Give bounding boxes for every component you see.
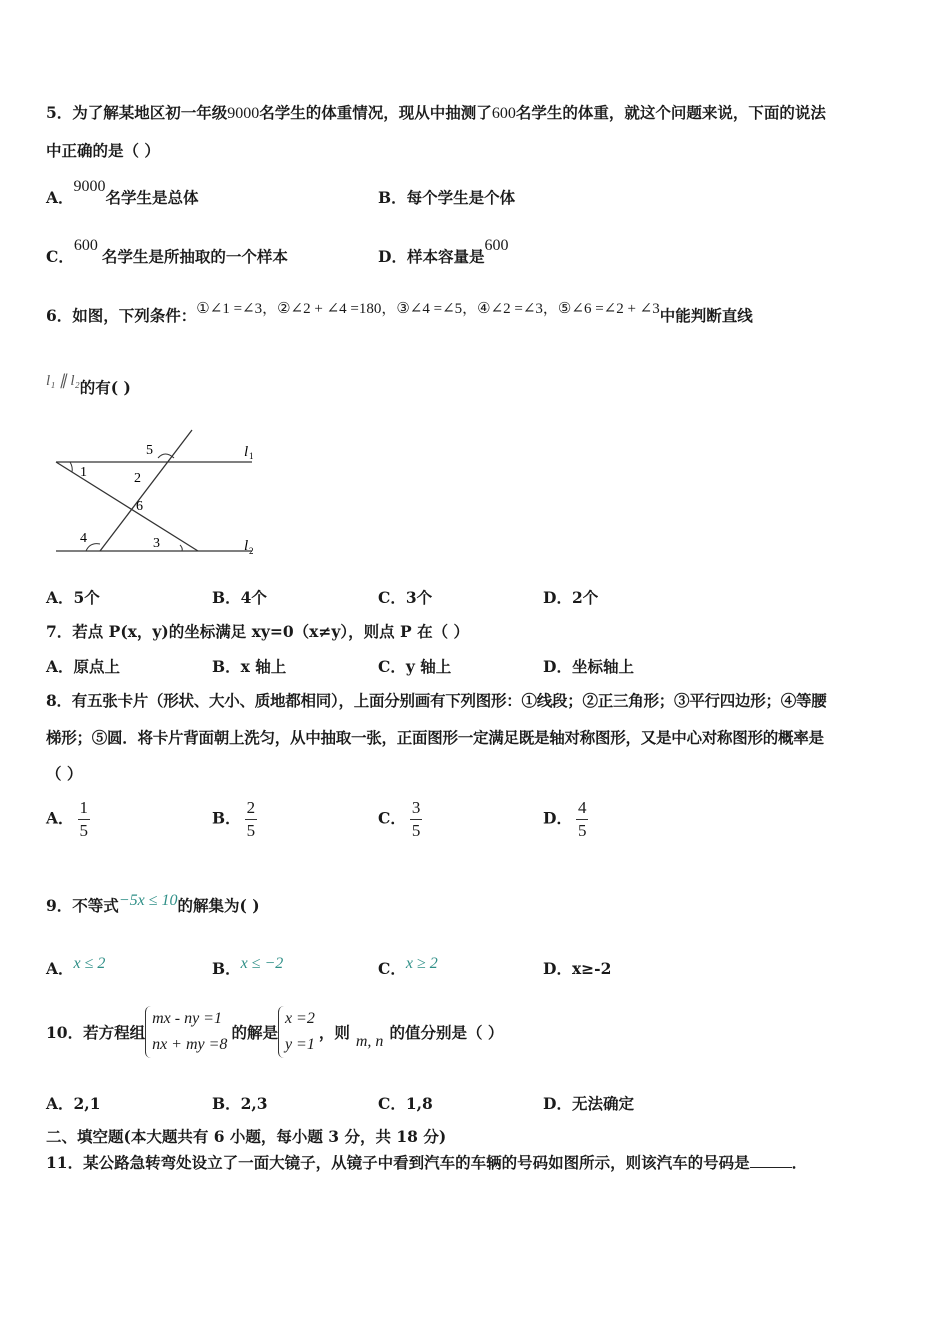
q10-option-a: A．2,1 <box>46 1094 101 1113</box>
q8-a-fraction <box>78 797 91 842</box>
angle-label-5: 5 <box>146 443 153 458</box>
q10-stem-c: ，则 <box>318 1023 350 1042</box>
q9-stem-a: 9．不等式 <box>46 896 119 915</box>
q6-stem-line1 <box>46 301 753 326</box>
q9-a-answer: x ≤ 2 <box>73 955 106 972</box>
q7-option-a: A．原点上 <box>46 657 121 676</box>
label-l1: l <box>244 444 249 460</box>
q6-option-d: D．2个 <box>543 588 599 607</box>
section-2-title: 二、填空题(本大题共有 6 小题，每小题 3 分，共 18 分) <box>46 1127 447 1146</box>
q7-option-c: C．y 轴上 <box>378 657 452 676</box>
q8-c-fraction <box>410 797 423 842</box>
q8-a-label: A． <box>46 808 74 828</box>
q10-option-d: D．无法确定 <box>543 1094 634 1113</box>
q11-stem-text: 11．某公路急转弯处设立了一面大镜子，从镜子中看到汽车的车辆的号码如图所示，则该汽车的号码是 <box>46 1153 750 1172</box>
q5-stem-a: 5．为了解某地区初一年级 <box>46 103 228 122</box>
q8-b-fraction <box>245 797 258 842</box>
q9-c-answer: x ≥ 2 <box>405 955 438 972</box>
q8-b-denominator: 5 <box>246 821 256 840</box>
transversal-1 <box>56 462 198 551</box>
q5-a-label: A． <box>46 188 74 207</box>
q9-stem <box>46 894 260 916</box>
q8-option-d <box>543 797 588 842</box>
q5-d-number: 600 <box>484 237 509 254</box>
q11-answer-blank[interactable] <box>750 1153 792 1168</box>
q8-d-numerator: 4 <box>576 797 589 820</box>
q10-equation-2: nx + my =8 <box>152 1036 228 1053</box>
angle-3-arc <box>180 545 182 551</box>
q8-option-a <box>46 797 90 842</box>
q5-option-a <box>46 178 199 208</box>
angle-label-6: 6 <box>136 499 143 514</box>
q5-option-c <box>46 237 288 267</box>
q9-inequality: −5x ≤ 10 <box>118 892 178 909</box>
q6-stem-a: 6．如图，下列条件： <box>46 306 197 325</box>
q5-stem-c: 名学生的体重，就这个问题来说，下面的说法 <box>515 103 826 122</box>
label-l2-sub: 2 <box>249 546 254 556</box>
q5-stem-line1 <box>46 101 826 123</box>
q7-stem: 7．若点 P(x，y)的坐标满足 xy=0（x≠y），则点 P 在（ ） <box>46 622 469 641</box>
q5-sample-number: 600 <box>491 105 516 122</box>
q10-option-c: C．1,8 <box>378 1094 433 1113</box>
q7-option-d: D．坐标轴上 <box>543 657 634 676</box>
q10-stem-d: 的值分别是（ ） <box>389 1023 504 1042</box>
q6-option-b: B．4个 <box>212 588 267 607</box>
q6-parallel-lines: l₁ ∥ l₂ <box>46 373 80 389</box>
q11-end: ． <box>791 1153 808 1172</box>
q5-stem-line2: 中正确的是（ ） <box>46 141 160 160</box>
q8-d-fraction <box>576 797 589 842</box>
q8-b-label: B． <box>212 808 241 828</box>
q5-stem-b: 名学生的体重情况，现从中抽测了 <box>259 103 492 122</box>
q8-stem-line1: 8．有五张卡片（形状、大小、质地都相同），上面分别画有下列图形：①线段；②正三角形；③平行四边形；④等腰 <box>46 691 827 710</box>
angle-4-arc <box>86 544 100 551</box>
q8-c-numerator: 3 <box>410 797 423 820</box>
q9-option-d: D．x≥-2 <box>543 959 612 978</box>
q8-c-denominator: 5 <box>411 821 421 840</box>
q5-a-text: 名学生是总体 <box>105 188 199 207</box>
angle-label-4: 4 <box>80 531 87 546</box>
angle-label-1: 1 <box>80 465 87 480</box>
q10-solution-system <box>278 1006 319 1058</box>
q5-d-text: D．样本容量是 <box>378 247 485 266</box>
q5-total-number: 9000 <box>227 105 260 122</box>
q5-option-d <box>378 237 509 267</box>
q9-stem-b: 的解集为( ) <box>177 896 260 915</box>
q8-c-label: C． <box>378 808 406 828</box>
q8-d-denominator: 5 <box>577 821 587 840</box>
q9-b-label: B． <box>212 959 241 978</box>
q6-stem-c: 的有( ) <box>79 378 131 397</box>
q6-option-a: A．5个 <box>46 588 100 607</box>
q6-parallel-lines-figure <box>40 420 270 565</box>
q10-stem-b: 的解是 <box>231 1023 278 1042</box>
q8-d-label: D． <box>543 808 572 828</box>
q9-b-answer: x ≤ −2 <box>240 955 284 972</box>
label-l1-sub: 1 <box>249 451 254 461</box>
q6-option-c: C．3个 <box>378 588 433 607</box>
q9-option-a <box>46 957 105 979</box>
angle-label-3: 3 <box>153 536 160 551</box>
q8-b-numerator: 2 <box>245 797 258 820</box>
q8-a-denominator: 5 <box>79 821 89 840</box>
q8-a-numerator: 1 <box>78 797 91 820</box>
q10-equation-1: mx - ny =1 <box>152 1010 222 1027</box>
q9-a-label: A． <box>46 959 74 978</box>
q7-option-b: B．x 轴上 <box>212 657 287 676</box>
q9-c-label: C． <box>378 959 406 978</box>
q6-stem-b: 中能判断直线 <box>659 306 753 325</box>
q5-a-number: 9000 <box>73 178 106 195</box>
q10-solution-y: y =1 <box>284 1036 315 1053</box>
q8-option-c <box>378 797 422 842</box>
q10-stem-a: 10．若方程组 <box>46 1023 146 1042</box>
q5-option-b: B．每个学生是个体 <box>378 188 516 207</box>
q5-c-number: 600 <box>73 237 98 254</box>
q6-conditions: ①∠1 =∠3，②∠2 + ∠4 =180，③∠4 =∠5，④∠2 =∠3，⑤∠6 =∠2 + ∠3 <box>196 301 660 317</box>
angle-label-2: 2 <box>134 471 141 486</box>
q10-equation-system <box>145 1006 231 1058</box>
q8-option-b <box>212 797 257 842</box>
q5-c-label: C． <box>46 247 74 266</box>
label-l2: l <box>244 538 249 554</box>
q9-option-c <box>378 957 438 979</box>
q10-stem <box>46 1006 503 1058</box>
q8-stem-line2: 梯形；⑤圆．将卡片背面朝上洗匀，从中抽取一张，正面图形一定满足既是轴对称图形，又是中心对称图形的概率是 <box>46 728 824 747</box>
q5-c-text: 名学生是所抽取的一个样本 <box>101 247 288 266</box>
q10-variables: m, n <box>355 1033 384 1050</box>
q6-stem-line2 <box>46 373 131 398</box>
q9-option-b <box>212 957 283 979</box>
q10-option-b: B．2,3 <box>212 1094 268 1113</box>
q8-stem-line3: （ ） <box>46 764 83 783</box>
q11-stem <box>46 1151 807 1173</box>
q10-solution-x: x =2 <box>284 1010 315 1027</box>
